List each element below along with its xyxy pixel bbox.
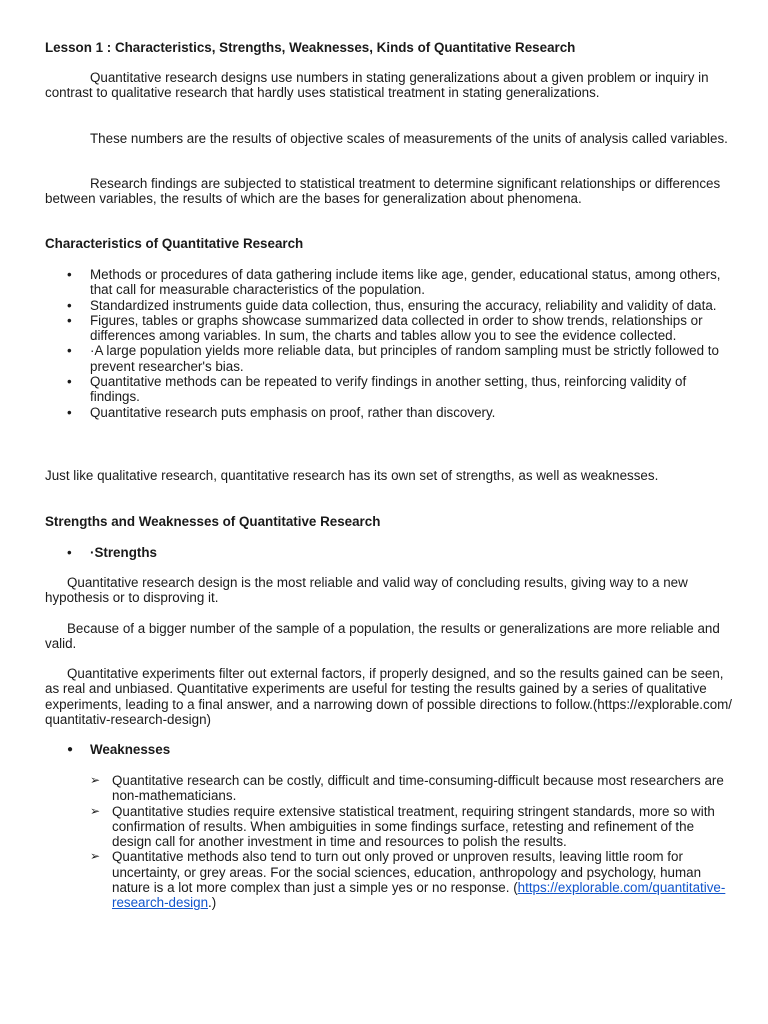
list-item-text: Quantitative studies require extensive statistical treatment, requiring stringent standards, more so with confirmation of results. When ambiguities in some findings surface, retesting and refinement of the design call for another investment in time and resources to polish the results. — [112, 803, 715, 850]
strengths-paragraph-1: Quantitative research design is the most reliable and valid way of concluding results, giving way to a new hypothesis or to disproving it. — [45, 575, 688, 606]
strengths-label: ·Strengths — [90, 545, 157, 560]
bullet-icon: • — [67, 374, 72, 390]
list-item-text: Quantitative research can be costly, difficult and time-consuming-difficult because most researchers are non-mathematicians. — [112, 773, 724, 804]
arrow-bullet-icon: ➢ — [90, 773, 101, 787]
list-item-text: Standardized instruments guide data collection, thus, ensuring the accuracy, reliability and validity of data. — [90, 297, 717, 313]
citation-open: ( — [513, 880, 518, 896]
strengths-weaknesses-heading: Strengths and Weaknesses of Quantitative Research — [45, 514, 381, 529]
list-item-text: Quantitative methods can be repeated to verify findings in another setting, thus, reinforcing validity of findings. — [90, 374, 687, 405]
characteristics-list — [45, 267, 735, 420]
list-item-text: Quantitative methods also tend to turn out only proved or unproven results, leaving little room for uncertainty, or grey areas. For the social sciences, education, anthropology and psychology, human nature is a lot more complex than just a simple yes or no response. — [112, 849, 702, 896]
bullet-icon: • — [67, 545, 72, 560]
list-item — [45, 804, 735, 850]
list-item-text: Methods or procedures of data gathering include items like age, gender, educational status, among others, that call for measurable characteristics of the population. — [90, 267, 721, 298]
arrow-bullet-icon: ➢ — [90, 803, 101, 818]
list-item — [45, 298, 735, 313]
strengths-label-list — [45, 545, 735, 560]
list-item — [45, 742, 735, 757]
list-item-text: Figures, tables or graphs showcase summarized data collected in order to show trends, relationships or differences among variables. In sum, the charts and tables allow you to see the evidence collected. — [90, 312, 703, 344]
list-item — [45, 313, 735, 344]
transition-paragraph: Just like qualitative research, quantitative research has its own set of strengths, as well as weaknesses. — [45, 468, 659, 483]
list-item — [45, 267, 735, 298]
list-item-text: Quantitative research puts emphasis on proof, rather than discovery. — [90, 404, 496, 420]
weaknesses-list — [45, 773, 735, 911]
list-item — [45, 343, 735, 374]
intro-paragraph-3: Research findings are subjected to statistical treatment to determine significant relationships or differences between variables, the results of which are the bases for generalization about phenomena. — [45, 176, 721, 207]
bullet-icon: • — [67, 267, 72, 282]
list-item — [45, 374, 735, 405]
list-item — [45, 545, 735, 560]
weaknesses-label-list — [45, 742, 735, 757]
bullet-icon: • — [67, 404, 72, 420]
citation-close: .) — [208, 895, 217, 911]
lesson-title: Lesson 1 : Characteristics, Strengths, Weaknesses, Kinds of Quantitative Research — [45, 40, 576, 55]
list-item — [45, 405, 735, 420]
intro-paragraph-1: Quantitative research designs use numbers in stating generalizations about a given problem or inquiry in contrast to qualitative research that hardly uses statistical treatment in stating generalizations. — [45, 70, 709, 101]
source-link[interactable]: https://explorable.com/quantitative-research-design — [112, 880, 726, 911]
bullet-icon: ● — [67, 744, 74, 755]
bullet-icon: • — [67, 343, 72, 359]
bullet-icon: • — [67, 297, 72, 313]
list-item — [45, 773, 735, 804]
list-item-text: ·A large population yields more reliable data, but principles of random sampling must be strictly followed to prevent researcher's bias. — [90, 343, 719, 374]
intro-paragraph-2: These numbers are the results of objective scales of measurements of the units of analysis called variables. — [90, 131, 728, 146]
strengths-paragraph-2: Because of a bigger number of the sample of a population, the results or generalizations are more reliable and valid. — [45, 621, 720, 652]
characteristics-heading: Characteristics of Quantitative Research — [45, 236, 304, 251]
bullet-icon: • — [67, 312, 72, 328]
arrow-bullet-icon: ➢ — [90, 849, 101, 864]
weaknesses-label: Weaknesses — [90, 742, 171, 757]
list-item — [45, 849, 735, 910]
strengths-paragraph-3: Quantitative experiments filter out external factors, if properly designed, and so the results gained can be seen, as real and unbiased. Quantitative experiments are useful for testing the results gained by a series of qualitative experiments, leading to a final answer, and a narrowing down of possible directions to follow.(https://explorable.com/ quantitativ-research-design) — [45, 666, 733, 727]
